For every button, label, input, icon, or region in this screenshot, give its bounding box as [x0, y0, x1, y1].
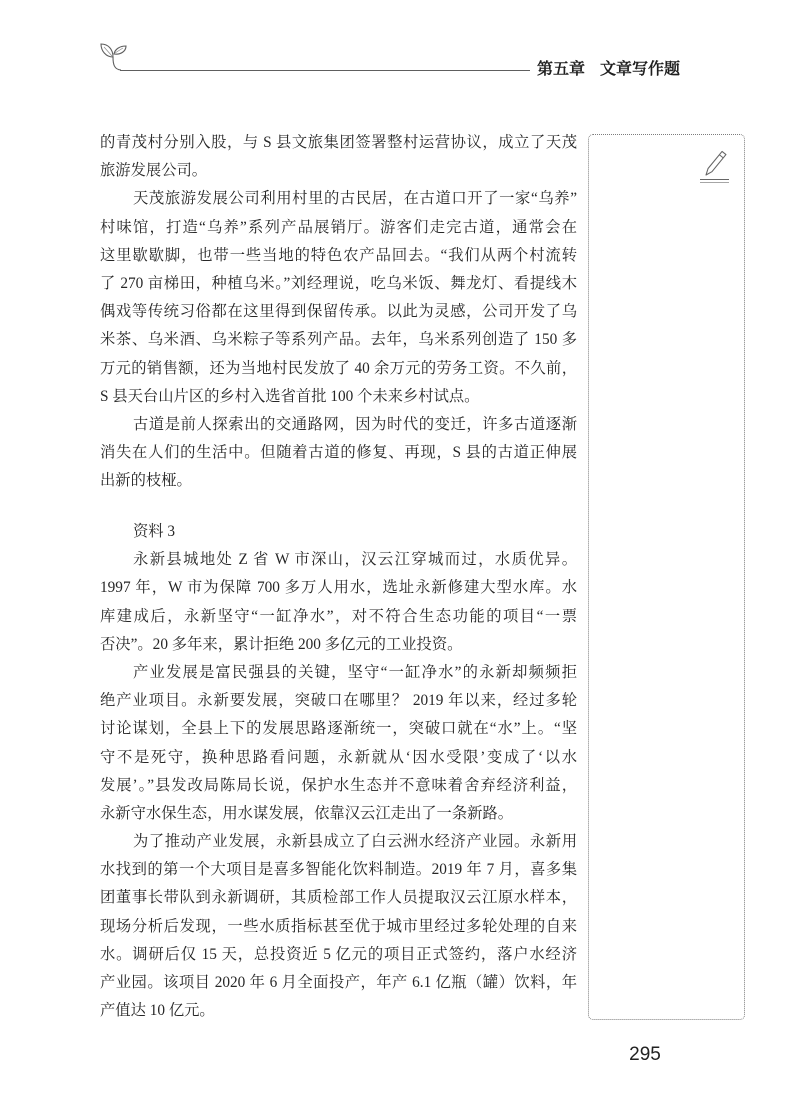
- text-line: 消失在人们的生活中。但随着古道的修复、再现，S 县的古道正伸展: [100, 444, 577, 462]
- text-line: 出新的枝桠。: [100, 472, 192, 490]
- text-line: 为了推动产业发展，永新县成立了白云洲水经济产业园。永新用: [133, 833, 577, 851]
- text-line: 绝产业项目。永新要发展，突破口在哪里？ 2019 年以来，经过多轮: [100, 692, 577, 710]
- text-line: 永新守水保生态，用水谋发展，依靠汉云江走出了一条新路。: [100, 804, 514, 822]
- text-line: 产业园。该项目 2020 年 6 月全面投产，年产 6.1 亿瓶（罐）饮料，年: [100, 974, 577, 991]
- chapter-number: 第五章: [537, 61, 586, 78]
- sprout-stem: [113, 57, 121, 70]
- paragraph: [100, 129, 577, 185]
- text-line: 米茶、乌米酒、乌米粽子等系列产品。去年，乌米系列创造了 150 多: [100, 331, 577, 349]
- paragraph: [100, 659, 577, 828]
- text-line: 1997 年，W 市为保障 700 多万人用水，选址永新修建大型水库。水: [100, 579, 577, 597]
- pencil-body: [706, 151, 726, 175]
- text-line: 水。调研后仅 15 天，总投资近 5 亿元的项目正式签约，落户水经济: [100, 945, 577, 963]
- text-line: 现场分析后发现，一些水质指标甚至优于城市里经过多轮处理的自来: [100, 917, 577, 935]
- text-line: 古道是前人探索出的交通路网，因为时代的变迁，许多古道逐渐: [133, 415, 577, 433]
- text-line: 天茂旅游发展公司利用村里的古民居，在古道口开了一家“乌养”: [133, 190, 577, 208]
- text-line: 讨论谋划，全县上下的发展思路逐渐统一，突破口就在“水”上。“坚: [100, 720, 577, 738]
- text-line: 旅游发展公司。: [100, 162, 208, 180]
- pencil-band: [719, 154, 723, 157]
- text-line: 团董事长带队到永新调研，其质检部工作人员提取汉云江原水样本，: [100, 889, 577, 907]
- text-line: 这里歇歇脚，也带一些当地的特色农产品回去。“我们从两个村流转: [100, 246, 577, 264]
- paragraph: [100, 828, 577, 1025]
- text-line: 否决”。20 多年来，累计拒绝 200 多亿元的工业投资。: [100, 635, 463, 653]
- paragraph: [100, 546, 577, 659]
- text-line: S 县天台山片区的乡村入选省首批 100 个未来乡村试点。: [100, 387, 480, 405]
- text-line: 了 270 亩梯田，种植乌米。”刘经理说，吃乌米饭、舞龙灯、看提线木: [100, 274, 577, 292]
- text-line: 库建成后，永新坚守“一缸净水”，对不符合生态功能的项目“一票: [100, 607, 577, 625]
- material-heading: 资料 3: [133, 523, 176, 540]
- text-line: 偶戏等传统习俗都在这里得到保留传承。以此为灵感，公司开发了乌: [100, 303, 577, 321]
- text-line: 产业发展是富民强县的关键，坚守“一缸净水”的永新却频频拒: [133, 663, 577, 681]
- text-line: 永新县城地处 Z 省 W 市深山，汉云江穿城而过，水质优异。: [133, 551, 577, 569]
- text-line: 村味馆，打造“乌养”系列产品展销厅。游客们走完古道，通常会在: [100, 218, 577, 236]
- paragraph: [100, 411, 577, 496]
- text-line: 守不是死守，换种思路看问题，永新就从‘因水受限’变成了‘以水: [100, 748, 577, 766]
- text-line: 产值达 10 亿元。: [100, 1002, 215, 1020]
- text-line: 水找到的第一个大项目是喜多智能化饮料制造。2019 年 7 月，喜多集: [100, 861, 577, 879]
- text-line: 万元的销售额，还为当地村民发放了 40 余万元的劳务工资。不久前，: [100, 359, 577, 377]
- header-rule: [120, 70, 530, 71]
- text-line: 的青茂村分别入股，与 S 县文旅集团签署整村运营协议，成立了天茂: [100, 134, 577, 151]
- page-number: 295: [629, 1044, 661, 1065]
- chapter-heading: [537, 60, 680, 80]
- text-line: 发展’。”县发改局陈局长说，保护水生态并不意味着舍弃经济利益，: [100, 776, 577, 794]
- margin-notes-box: [588, 134, 745, 1020]
- material-3: [100, 518, 577, 1025]
- chapter-title: 文章写作题: [600, 61, 681, 78]
- paragraph: [100, 185, 577, 411]
- passage-continued: [100, 129, 577, 495]
- pencil-icon: [698, 148, 732, 188]
